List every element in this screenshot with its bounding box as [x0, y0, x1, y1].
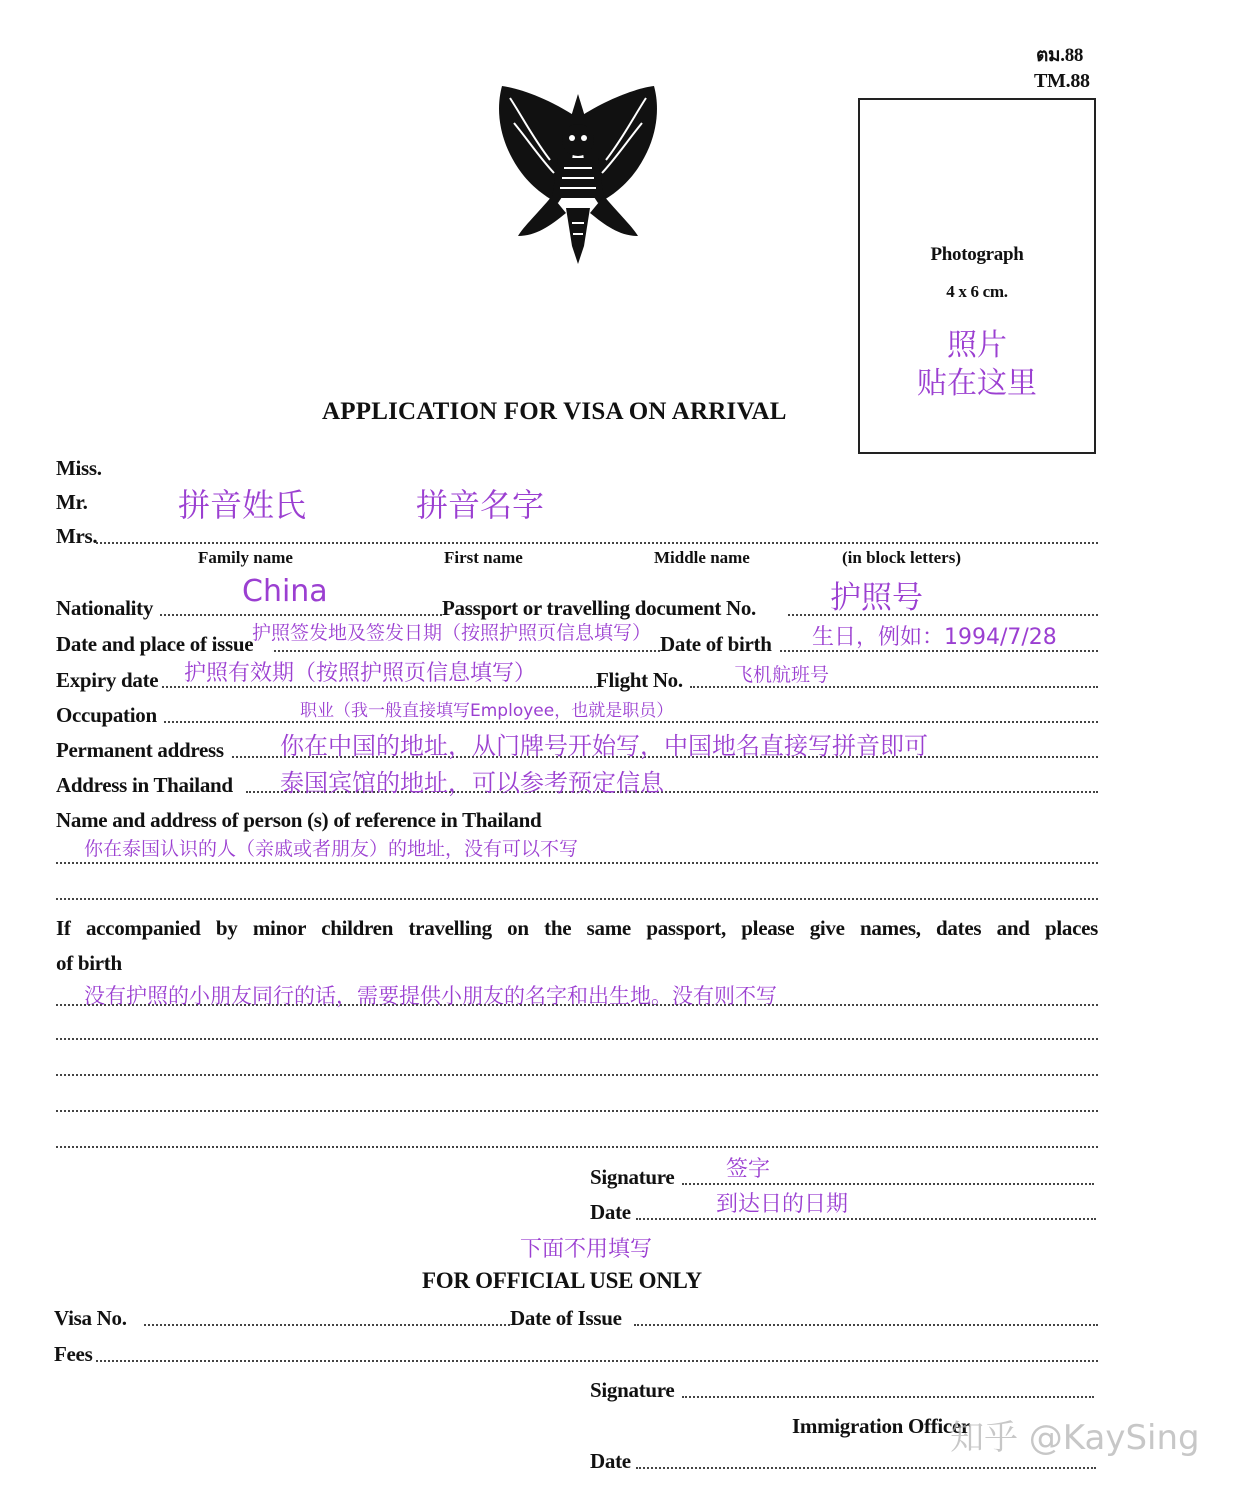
family-name-caption: Family name — [198, 548, 293, 567]
applicant-date-label: Date — [590, 1200, 631, 1224]
children-hint: 没有护照的小朋友同行的话，需要提供小朋友的名字和出生地。没有则不写 — [84, 984, 777, 1008]
children-line-5[interactable] — [56, 1146, 1098, 1148]
garuda-emblem-icon — [488, 78, 668, 270]
first-name-hint: 拼音名字 — [416, 486, 545, 524]
salutation-mrs: Mrs. — [56, 524, 98, 548]
children-line-3[interactable] — [56, 1074, 1098, 1076]
fees-label: Fees — [54, 1342, 93, 1366]
children-line-2[interactable] — [56, 1038, 1098, 1040]
permanent-address-hint: 你在中国的地址，从门牌号开始写，中国地名直接写拼音即可 — [280, 732, 928, 760]
expiry-label: Expiry date — [56, 668, 159, 692]
flight-hint: 飞机航班号 — [734, 664, 830, 686]
watermark: 知乎 @KaySing — [950, 1418, 1200, 1458]
applicant-signature-label: Signature — [590, 1165, 675, 1189]
visa-no-line[interactable] — [144, 1324, 510, 1326]
family-name-hint: 拼音姓氏 — [178, 486, 307, 524]
immigration-officer-label: Immigration Officer — [792, 1414, 970, 1438]
expiry-hint: 护照有效期（按照护照页信息填写） — [184, 661, 537, 686]
applicant-date-hint: 到达日的日期 — [716, 1192, 849, 1217]
passport-hint: 护照号 — [830, 580, 923, 616]
photo-hint-line2: 贴在这里 — [917, 366, 1037, 401]
applicant-date-line[interactable] — [636, 1218, 1096, 1220]
thai-address-label: Address in Thailand — [56, 773, 233, 797]
photo-size: 4 x 6 cm. — [946, 282, 1008, 301]
reference-hint: 你在泰国认识的人（亲戚或者朋友）的地址，没有可以不写 — [84, 838, 579, 860]
salutation-mr: Mr. — [56, 490, 88, 514]
occupation-label: Occupation — [56, 703, 157, 727]
children-text-line2: of birth — [56, 951, 122, 975]
official-signature-label: Signature — [590, 1378, 675, 1402]
dob-hint: 生日，例如：1994/7/28 — [812, 625, 1057, 650]
passport-label: Passport or travelling document No. — [442, 596, 757, 620]
dob-label: Date of birth — [660, 632, 772, 656]
official-date-label: Date — [590, 1449, 631, 1473]
visa-no-label: Visa No. — [54, 1306, 127, 1330]
fees-line[interactable] — [96, 1360, 1098, 1362]
form-code-thai: ตม.88 — [1036, 45, 1084, 66]
form-code: TM.88 — [1034, 70, 1090, 92]
children-text-line1: If accompanied by minor children travelling on the same passport, please give names, dates and places — [56, 916, 1098, 940]
applicant-signature-line[interactable] — [682, 1183, 1094, 1185]
name-line[interactable] — [96, 542, 1098, 544]
applicant-signature-hint: 签字 — [726, 1157, 771, 1182]
occupation-line[interactable] — [164, 721, 1098, 723]
photo-label: Photograph — [930, 244, 1024, 265]
children-line-4[interactable] — [56, 1110, 1098, 1112]
nationality-line[interactable] — [160, 614, 442, 616]
salutation-miss: Miss. — [56, 456, 102, 480]
issue-label: Date and place of issue — [56, 632, 254, 656]
nationality-hint: China — [242, 574, 328, 609]
flight-label: Flight No. — [596, 668, 683, 692]
official-signature-line[interactable] — [682, 1396, 1094, 1398]
children-line-1[interactable] — [56, 1004, 1098, 1006]
occupation-hint: 职业（我一般直接填写Employee，也就是职员） — [300, 701, 674, 721]
official-title: FOR OFFICIAL USE ONLY — [422, 1268, 702, 1293]
reference-line-2[interactable] — [56, 898, 1098, 900]
middle-name-caption: Middle name — [654, 548, 750, 567]
date-of-issue-label: Date of Issue — [510, 1306, 622, 1330]
block-letters-caption: (in block letters) — [842, 548, 961, 567]
date-of-issue-line[interactable] — [634, 1324, 1098, 1326]
photo-hint-line1: 照片 — [947, 328, 1007, 363]
reference-label: Name and address of person (s) of reference in Thailand — [56, 808, 542, 832]
nationality-label: Nationality — [56, 596, 154, 620]
official-date-line[interactable] — [636, 1467, 1096, 1469]
official-hint: 下面不用填写 — [520, 1237, 653, 1262]
issue-hint: 护照签发地及签发日期（按照护照页信息填写） — [252, 622, 652, 644]
form-title: APPLICATION FOR VISA ON ARRIVAL — [322, 398, 787, 425]
reference-line-1[interactable] — [56, 862, 1098, 864]
permanent-address-label: Permanent address — [56, 738, 224, 762]
first-name-caption: First name — [444, 548, 523, 567]
issue-line[interactable] — [274, 650, 660, 652]
thai-address-hint: 泰国宾馆的地址，可以参考预定信息 — [280, 769, 664, 797]
